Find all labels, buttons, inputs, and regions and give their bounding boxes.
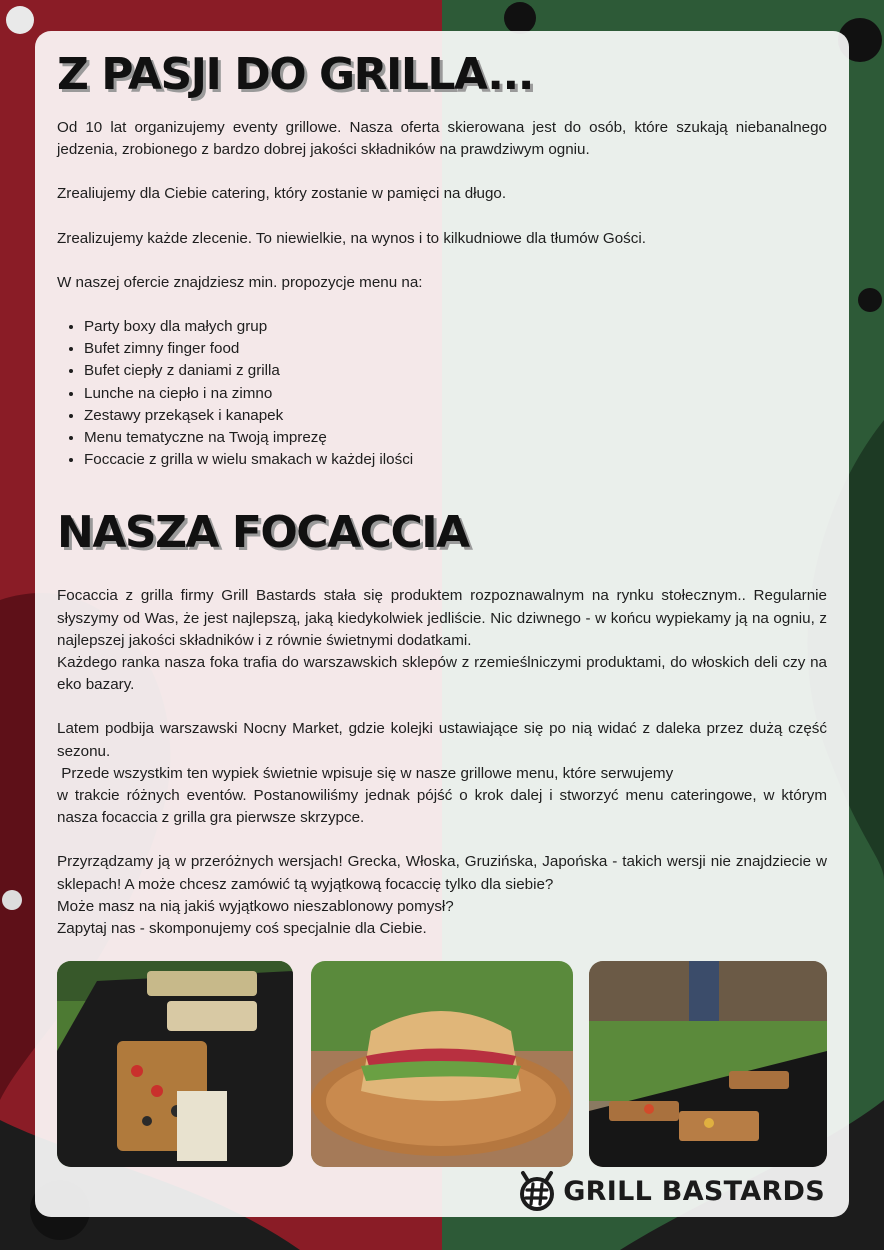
- intro-paragraph: Od 10 lat organizujemy eventy grillowe. Nasza oferta skierowana jest do osób, które szukają niebanalnego jedzenia, zrobionego z bardzo dobrej jakości składników na prawdziwym ogniu.: [57, 119, 827, 159]
- list-item: • Bufet ciepły z daniami z grilla: [84, 360, 827, 382]
- brand-name: GRILL BASTARDS: [563, 1175, 825, 1207]
- focaccia-paragraph-3c: Zapytaj nas - skomponujemy coś specjalnie dla Ciebie.: [57, 920, 427, 938]
- menu-list: [57, 316, 827, 471]
- focaccia-paragraph-3b: Może masz na nią jakiś wyjątkowo nieszablonowy pomysł?: [57, 897, 454, 915]
- hash-devil-icon: [517, 1169, 557, 1213]
- list-item: • Party boxy dla małych grup: [84, 316, 827, 338]
- section-title-focaccia: NASZA FOCACCIA: [57, 507, 469, 559]
- list-item: • Zestawy przekąsek i kanapek: [84, 405, 827, 427]
- focaccia-paragraph-1a: Focaccia z grilla firmy Grill Bastards stała się produktem rozpoznawalnym na rynku stołecznym.. Regularnie słyszymy od Was, że jest najlepszą, jaką kiedykolwiek jedliście. Nic dziwnego - w końcu wypiekamy ją na ogniu, z najlepszej jakości składników i z równie świetnymi dodatkami.: [57, 587, 827, 649]
- brand-logo: [517, 1168, 825, 1214]
- section-title-passion: Z PASJI DO GRILLA...: [57, 49, 533, 100]
- photo-catering-table: [589, 961, 827, 1167]
- orders-paragraph: Zrealizujemy każde zlecenie. To niewielkie, na wynos i to kilkudniowe dla tłumów Gości.: [57, 229, 646, 247]
- photo-gallery: [57, 961, 827, 1167]
- photo-focaccia-sandwich: [311, 961, 573, 1167]
- content-card: [35, 31, 849, 1217]
- offer-intro-paragraph: W naszej ofercie znajdziesz min. propozycje menu na:: [57, 273, 423, 291]
- focaccia-paragraph-2c: w trakcie różnych eventów. Postanowiliśmy jednak pójść o krok dalej i stworzyć menu cateringowe, w którym nasza focaccia z grilla gra pierwsze skrzypce.: [57, 787, 827, 827]
- focaccia-paragraph-2b: Przede wszystkim ten wypiek świetnie wpisuje się w nasze grillowe menu, które serwujemy: [57, 764, 674, 782]
- focaccia-paragraph-2a: Latem podbija warszawski Nocny Market, gdzie kolejki ustawiające się po nią widać z daleka przez dużą część sezonu.: [57, 720, 827, 760]
- catering-paragraph: Zrealiujemy dla Ciebie catering, który zostanie w pamięci na długo.: [57, 185, 507, 203]
- focaccia-paragraph-1b: Każdego ranka nasza foka trafia do warszawskich sklepów z rzemieślniczymi produktami, do włoskich deli czy na eko bazary.: [57, 654, 827, 694]
- list-item: • Lunche na ciepło i na zimno: [84, 383, 827, 405]
- list-item: • Bufet zimny finger food: [84, 338, 827, 360]
- photo-buffet-outdoor: [57, 961, 293, 1167]
- focaccia-paragraph-3a: Przyrządzamy ją w przeróżnych wersjach! Grecka, Włoska, Gruzińska, Japońska - takich wersji nie znajdziecie w sklepach! A może chcesz zamówić tą wyjątkową focaccię tylko dla siebie?: [57, 853, 827, 893]
- list-item: • Menu tematyczne na Twoją imprezę: [84, 427, 827, 449]
- list-item: • Foccacie z grilla w wielu smakach w każdej ilości: [84, 449, 827, 471]
